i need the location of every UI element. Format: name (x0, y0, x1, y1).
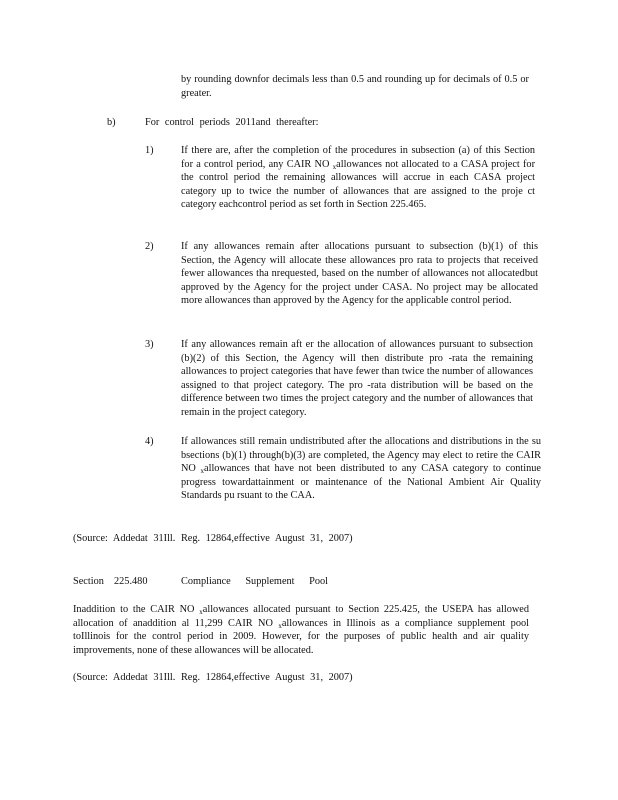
list-item-text: If allowances still remain undistributed after the allocations and distributions in the su bsections (b)(1) through(b)(3) are completed, the Agency may elect to retire the CAIR NO $_x$allowances that have not been distributed to any CASA category to continue progress towardattainment or maintenance of the National Ambient Air Quality Standards pu rsuant to the CAA. (181, 436, 541, 502)
list-item-label: 4) (145, 436, 154, 447)
source-note: (Source: Addedat 31Ill. Reg. 12864,effective August 31, 2007) (73, 533, 353, 544)
subsection-b-label: b) (107, 117, 116, 128)
section-heading (73, 575, 373, 589)
subscript-x: x (199, 608, 203, 616)
section-body: Inaddition to the CAIR NO $_x$allowances allocated pursuant to Section 225.425, the USEPA has allowed allocation of anaddition al 11,299 CAIR NO $_x$allowances in Illinois as a compliance supplement pool toIllinois for the control period in 2009. However, for the purposes of public health and air quality improvements, none of these allowances will be allocated. (73, 604, 530, 656)
section-number: 225.480 (114, 576, 148, 587)
intro-continuation: by rounding downfor decimals less than 0.5 and rounding up for decimals of 0.5 or greater. (181, 74, 529, 99)
list-item-text: If any allowances remain aft er the allocation of allowances pursuant to subsection (b)(2) of this Section, the Agency will then distribute pro -rata the remaining allowances to project categories that have fewer than twice the number of allowances assigned to that project category. The pro -rata distribution will be based on the difference between two times the project category and the number of allowances that remain in the project category. (181, 339, 533, 418)
list-item-text: If any allowances remain after allocations pursuant to subsection (b)(1) of this Section, the Agency will allocate these allowances pro rata to projects that received fewer allowances tha nrequested, based on the number of allowances not allocatedbut approved by the Agency for the project under CASA. No project may be allocated more allowances than approved by the Agency for the applicable control period. (181, 241, 538, 307)
section-word: Section (73, 576, 104, 587)
list-item-label: 2) (145, 241, 154, 252)
subscript-x: x (278, 621, 282, 630)
list-item-text: If there are, after the completion of the procedures in subsection (a) of this Section for a control period, any CAIR NO $_x$allowances not allocated to a CASA project for the control period the remaining allowances will accrue in each CASA project category up to twice the number of allowances that are assigned to the proje ct category eachcontrol period as set forth in Section 225.465. (181, 145, 535, 211)
subscript-x: x (200, 467, 205, 476)
subsection-b-text: For control periods 2011and thereafter: (145, 117, 319, 128)
section-title: Compliance Supplement Pool (181, 576, 328, 587)
source-note: (Source: Addedat 31Ill. Reg. 12864,effective August 31, 2007) (73, 672, 353, 683)
list-item-label: 1) (145, 145, 154, 156)
subscript-x: x (332, 162, 337, 171)
list-item-label: 3) (145, 339, 154, 350)
